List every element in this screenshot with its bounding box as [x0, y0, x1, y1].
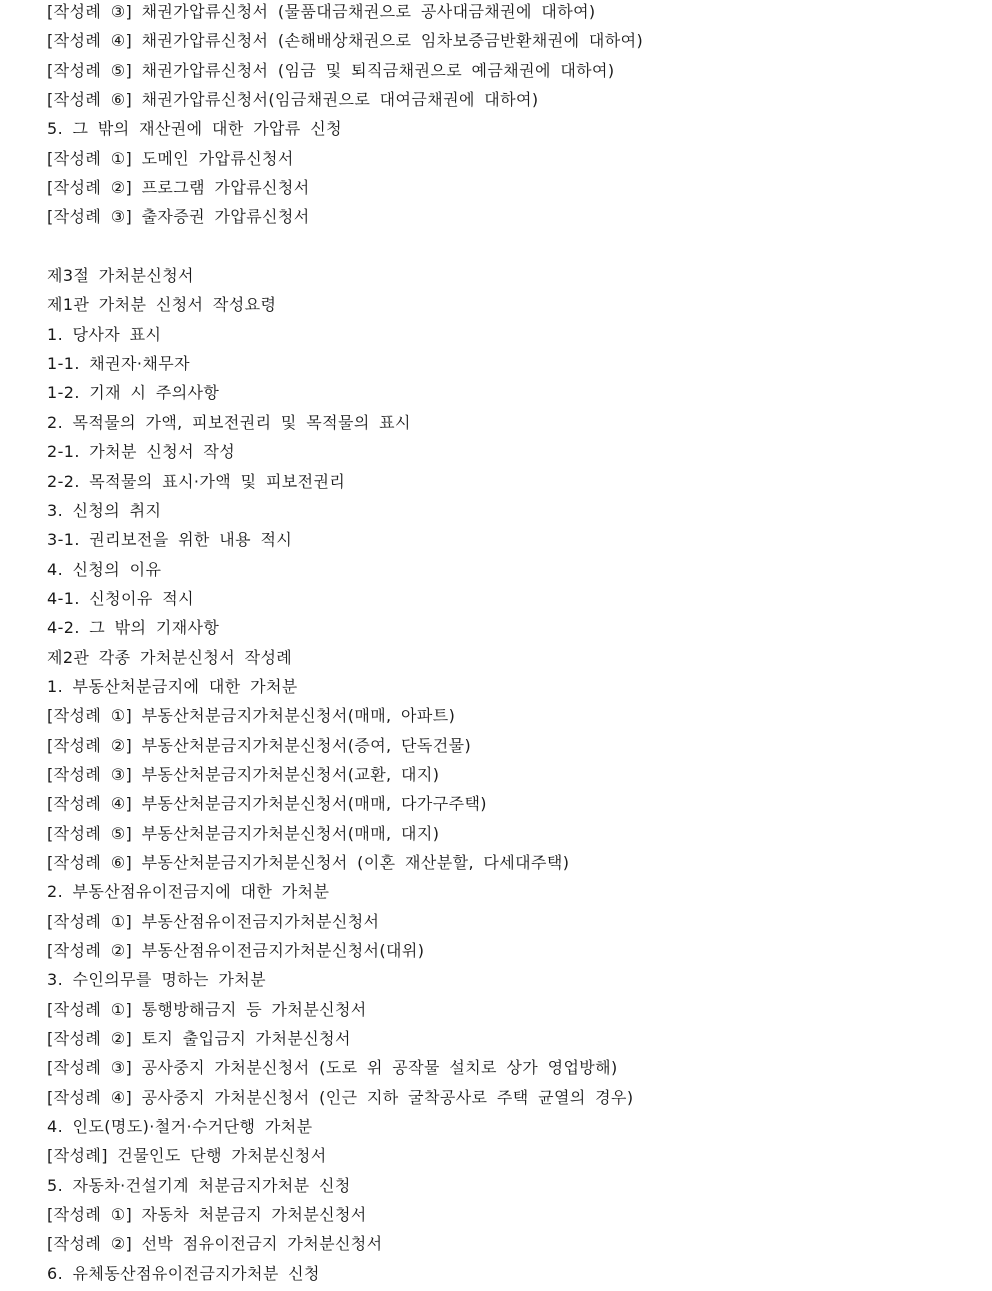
- section-heading: 3. 수인의무를 명하는 가처분: [47, 970, 266, 990]
- text-line: 2-2. 목적물의 표시·가액 및 피보전권리: [47, 471, 346, 491]
- text-line: [작성례 ②] 부동산점유이전금지가처분신청서(대위): [47, 941, 425, 960]
- text-line: [작성례 ③] 채권가압류신청서 (물품대금채권으로 공사대금채권에 대하여): [47, 2, 596, 21]
- subchapter-heading: 제2관 각종 가처분신청서 작성례: [47, 647, 293, 667]
- text-line: 1-2. 기재 시 주의사항: [47, 383, 220, 403]
- subchapter-heading: 제1관 가처분 신청서 작성요령: [47, 295, 277, 315]
- text-line: [작성례 ②] 토지 출입금지 가처분신청서: [47, 1029, 351, 1049]
- text-line: [작성례 ①] 통행방해금지 등 가처분신청서: [47, 999, 367, 1019]
- section-heading: 2. 부동산점유이전금지에 대한 가처분: [47, 882, 330, 902]
- text-line: [작성례 ⑤] 부동산처분금지가처분신청서(매매, 대지): [47, 823, 440, 843]
- text-line: [작성례 ③] 부동산처분금지가처분신청서(교환, 대지): [47, 764, 440, 784]
- text-line: [작성례 ①] 부동산점유이전금지가처분신청서: [47, 911, 380, 931]
- section-heading: 6. 유체동산점유이전금지가처분 신청: [47, 1263, 320, 1283]
- text-line: [작성례] 건물인도 단행 가처분신청서: [47, 1146, 327, 1166]
- text-line: [작성례 ③] 공사중지 가처분신청서 (도로 위 공작물 설치로 상가 영업방해): [47, 1058, 618, 1078]
- text-line: 4-1. 신청이유 적시: [47, 588, 194, 608]
- chapter-heading: 제3절 가처분신청서: [47, 266, 194, 286]
- text-line: [작성례 ④] 부동산처분금지가처분신청서(매매, 다가구주택): [47, 794, 487, 814]
- text-line: [작성례 ⑤] 채권가압류신청서 (임금 및 퇴직금채권으로 예금채권에 대하여): [47, 60, 615, 80]
- text-line: 1-1. 채권자·채무자: [47, 354, 190, 374]
- section-heading: 5. 자동차·건설기계 처분금지가처분 신청: [47, 1175, 351, 1195]
- text-line: 2-1. 가처분 신청서 작성: [47, 442, 236, 462]
- section-heading: 3. 신청의 취지: [47, 500, 162, 520]
- text-line: [작성례 ①] 도메인 가압류신청서: [47, 148, 294, 168]
- text-line: [작성례 ②] 프로그램 가압류신청서: [47, 178, 310, 198]
- document-page: [47, 0, 967, 1291]
- section-heading: 1. 당사자 표시: [47, 324, 162, 344]
- text-line: [작성례 ⑥] 채권가압류신청서(임금채권으로 대여금채권에 대하여): [47, 90, 539, 110]
- text-line: [작성례 ④] 공사중지 가처분신청서 (인근 지하 굴착공사로 주택 균열의 경우): [47, 1087, 634, 1107]
- text-line: 3-1. 권리보전을 위한 내용 적시: [47, 530, 293, 550]
- section-heading: 4. 인도(명도)·철거·수거단행 가처분: [47, 1117, 313, 1137]
- text-line: 4-2. 그 밖의 기재사항: [47, 618, 220, 638]
- text-line: [작성례 ①] 부동산처분금지가처분신청서(매매, 아파트): [47, 706, 456, 726]
- section-heading: 4. 신청의 이유: [47, 559, 162, 579]
- section-heading: 2. 목적물의 가액, 피보전권리 및 목적물의 표시: [47, 412, 411, 432]
- text-line: [작성례 ①] 자동차 처분금지 가처분신청서: [47, 1205, 367, 1225]
- blank-line: [47, 235, 967, 264]
- text-line: [작성례 ②] 선박 점유이전금지 가처분신청서: [47, 1234, 383, 1254]
- text-line: [작성례 ③] 출자증권 가압류신청서: [47, 207, 310, 227]
- text-line: [작성례 ④] 채권가압류신청서 (손해배상채권으로 임차보증금반환채권에 대하여): [47, 31, 644, 51]
- section-heading: 5. 그 밖의 재산권에 대한 가압류 신청: [47, 119, 342, 139]
- section-heading: 1. 부동산처분금지에 대한 가처분: [47, 676, 298, 696]
- text-line: [작성례 ⑥] 부동산처분금지가처분신청서 (이혼 재산분할, 다세대주택): [47, 852, 570, 872]
- text-line: [작성례 ②] 부동산처분금지가처분신청서(증여, 단독건물): [47, 735, 472, 755]
